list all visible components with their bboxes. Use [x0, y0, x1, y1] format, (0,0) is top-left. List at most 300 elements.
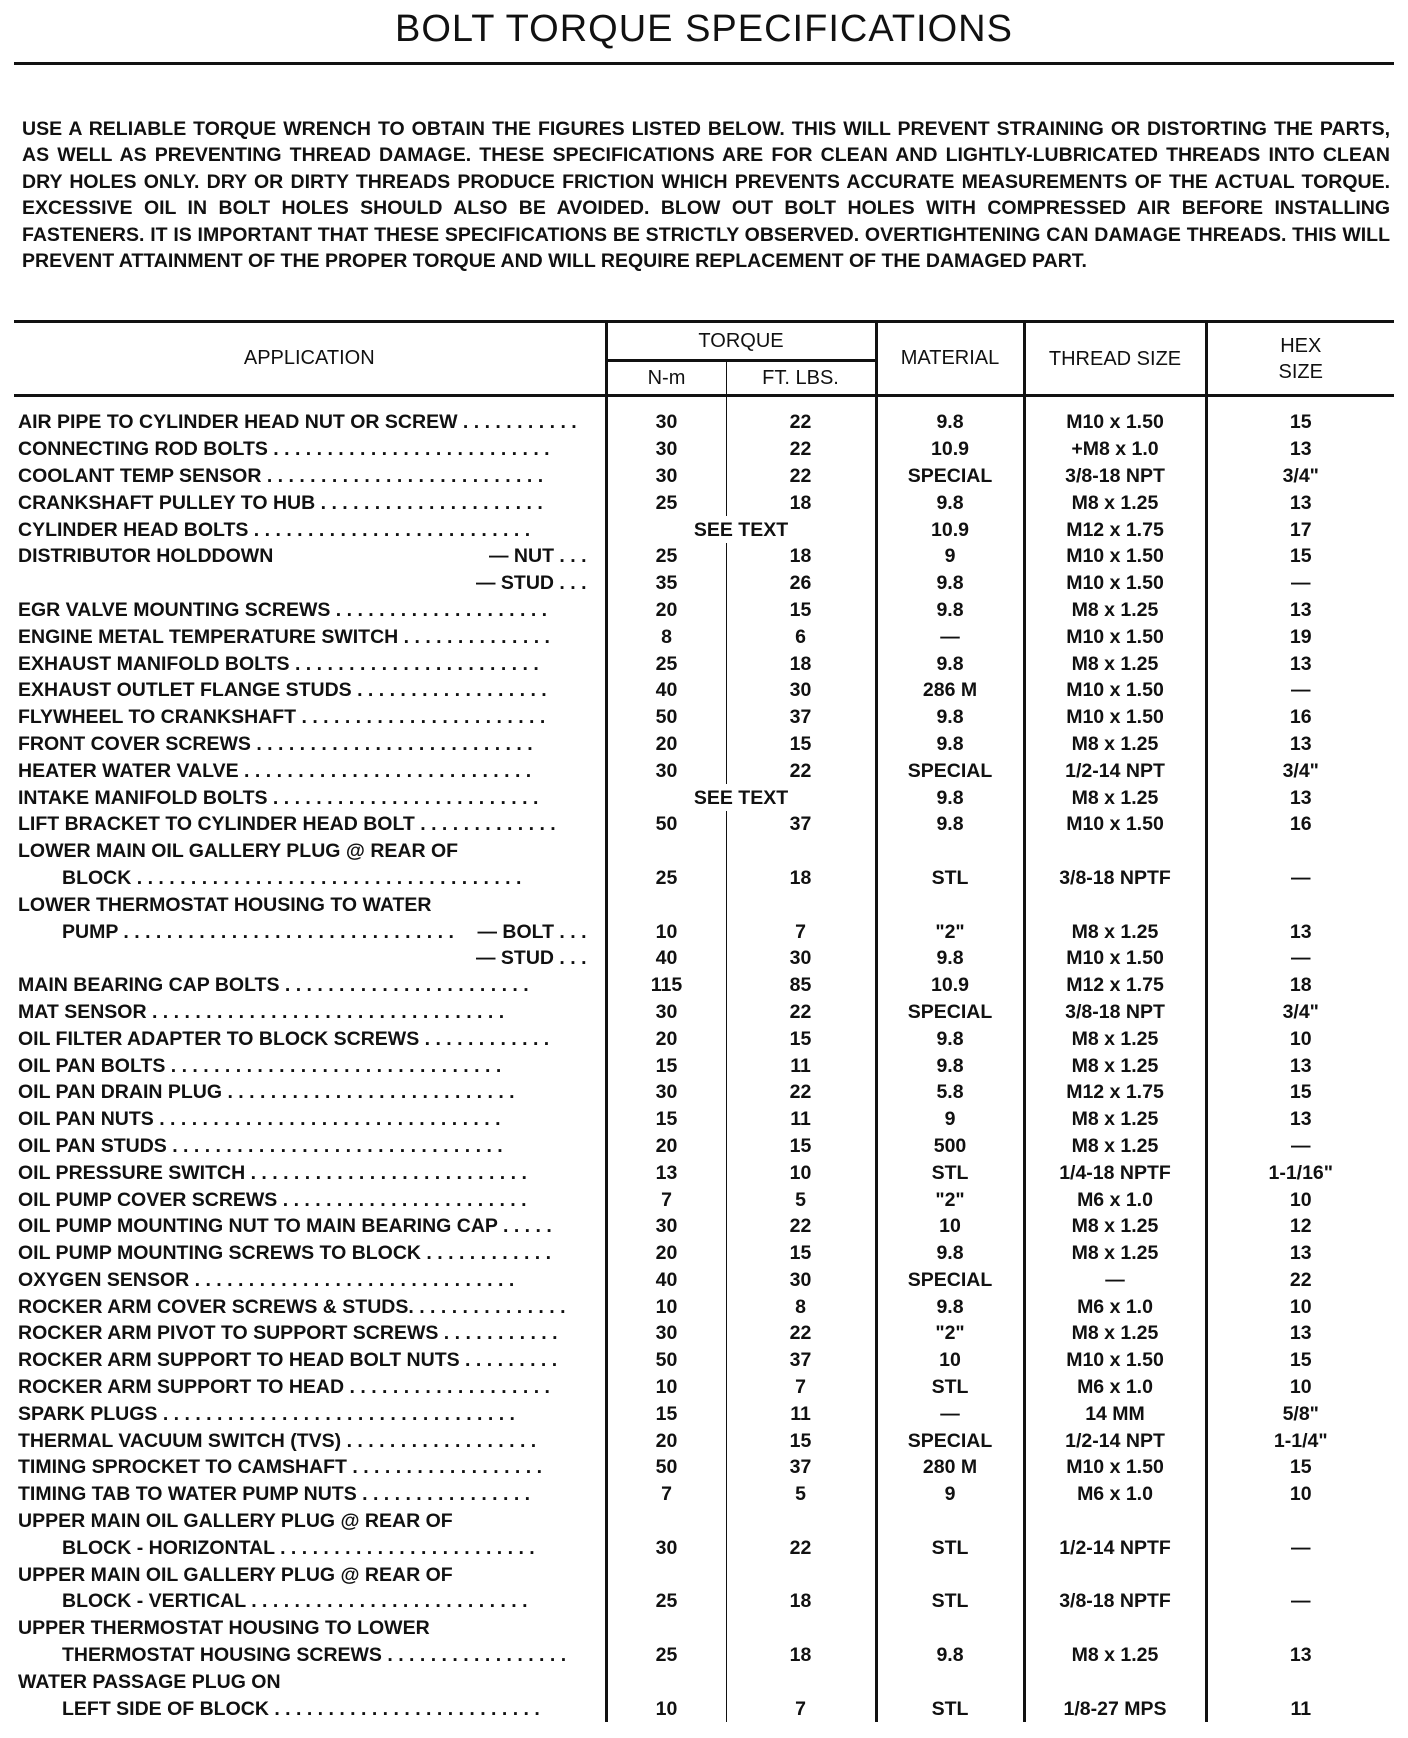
application-label: TIMING TAB TO WATER PUMP NUTS . . . . . . . . . . . . . . . . — [18, 1483, 531, 1506]
application-cell — [14, 1052, 606, 1079]
application-label: BLOCK - HORIZONTAL . . . . . . . . . . . . . . . . . . . . . . . . — [62, 1536, 535, 1559]
hex-size-cell: 3/4" — [1206, 999, 1394, 1026]
table-row — [14, 865, 1394, 892]
table-row — [14, 1079, 1394, 1106]
material-cell: 280 M — [876, 1454, 1024, 1481]
application-cell — [14, 757, 606, 784]
torque-nm-cell: 40 — [606, 677, 726, 704]
torque-ftlbs-cell: 30 — [726, 677, 876, 704]
hex-size-cell: 13 — [1206, 1106, 1394, 1133]
table-row — [14, 945, 1394, 972]
application-cell — [14, 1695, 606, 1722]
table-row — [14, 1534, 1394, 1561]
application-cell — [14, 1642, 606, 1669]
table-row — [14, 1588, 1394, 1615]
torque-nm-cell: 40 — [606, 945, 726, 972]
application-label: MAT SENSOR . . . . . . . . . . . . . . . . . . . . . . . . . . . . . . . . . — [18, 1000, 505, 1023]
application-cell — [14, 838, 606, 865]
thread-size-cell: M10 x 1.50 — [1024, 1454, 1206, 1481]
material-cell — [876, 891, 1024, 918]
application-cell — [14, 597, 606, 624]
hex-size-cell — [1206, 1668, 1394, 1695]
hex-size-cell: 13 — [1206, 1642, 1394, 1669]
torque-nm-cell — [606, 838, 726, 865]
thread-size-cell: M10 x 1.50 — [1024, 1347, 1206, 1374]
application-label: WATER PASSAGE PLUG ON — [18, 1670, 281, 1693]
torque-nm-cell: 15 — [606, 1052, 726, 1079]
torque-nm-cell: 13 — [606, 1159, 726, 1186]
hex-size-cell: — — [1206, 865, 1394, 892]
torque-nm-cell: 50 — [606, 1454, 726, 1481]
thread-size-cell: +M8 x 1.0 — [1024, 436, 1206, 463]
table-row — [14, 918, 1394, 945]
material-cell: 9 — [876, 1106, 1024, 1133]
hex-size-cell: 13 — [1206, 489, 1394, 516]
table-row — [14, 436, 1394, 463]
table-row — [14, 1025, 1394, 1052]
torque-ftlbs-cell: 15 — [726, 597, 876, 624]
torque-ftlbs-cell: 18 — [726, 489, 876, 516]
table-row — [14, 1374, 1394, 1401]
application-label: AIR PIPE TO CYLINDER HEAD NUT OR SCREW . . . . . . . . . . . — [18, 411, 577, 434]
table-row — [14, 489, 1394, 516]
thread-size-cell: M6 x 1.0 — [1024, 1293, 1206, 1320]
table-row — [14, 1695, 1394, 1722]
torque-ftlbs-cell — [726, 891, 876, 918]
hex-size-cell — [1206, 891, 1394, 918]
application-label: BLOCK . . . . . . . . . . . . . . . . . . . . . . . . . . . . . . . . . . . . — [62, 866, 522, 889]
thread-size-cell: M12 x 1.75 — [1024, 516, 1206, 543]
application-label: OIL PUMP MOUNTING NUT TO MAIN BEARING CAP . . . . . — [18, 1215, 552, 1238]
application-label: OIL PAN NUTS . . . . . . . . . . . . . . . . . . . . . . . . . . . . . . . . — [18, 1108, 501, 1131]
torque-nm-cell: 20 — [606, 1133, 726, 1160]
hex-size-cell: 13 — [1206, 650, 1394, 677]
hex-size-cell: 15 — [1206, 1454, 1394, 1481]
application-cell — [14, 436, 606, 463]
application-cell — [14, 1159, 606, 1186]
table-row — [14, 1106, 1394, 1133]
torque-ftlbs-cell — [726, 838, 876, 865]
material-cell: 9.8 — [876, 1293, 1024, 1320]
torque-nm-cell: 40 — [606, 1267, 726, 1294]
material-cell: 9.8 — [876, 489, 1024, 516]
table-row — [14, 891, 1394, 918]
hex-size-cell: 5/8" — [1206, 1400, 1394, 1427]
header-application: APPLICATION — [14, 322, 606, 396]
hex-size-cell: 10 — [1206, 1025, 1394, 1052]
application-cell — [14, 623, 606, 650]
hex-size-cell — [1206, 1615, 1394, 1642]
application-label: CRANKSHAFT PULLEY TO HUB . . . . . . . . . . . . . . . . . . . . . — [18, 491, 543, 514]
hex-size-cell — [1206, 1561, 1394, 1588]
table-row — [14, 1052, 1394, 1079]
application-label: EGR VALVE MOUNTING SCREWS . . . . . . . . . . . . . . . . . . . . — [18, 598, 548, 621]
torque-nm-cell: 115 — [606, 972, 726, 999]
table-row — [14, 516, 1394, 543]
torque-ftlbs-cell: 7 — [726, 918, 876, 945]
torque-ftlbs-cell: 37 — [726, 1454, 876, 1481]
table-row — [14, 1400, 1394, 1427]
table-row — [14, 999, 1394, 1026]
material-cell: STL — [876, 865, 1024, 892]
table-row — [14, 1293, 1394, 1320]
material-cell: 9.8 — [876, 396, 1024, 436]
torque-ftlbs-cell: 22 — [726, 1079, 876, 1106]
page-title: BOLT TORQUE SPECIFICATIONS — [395, 8, 1013, 50]
application-label: ROCKER ARM SUPPORT TO HEAD BOLT NUTS . . . . . . . . . — [18, 1349, 558, 1372]
application-label: DISTRIBUTOR HOLDDOWN — [18, 545, 274, 568]
thread-size-cell: 3/8-18 NPT — [1024, 999, 1206, 1026]
application-label: ROCKER ARM PIVOT TO SUPPORT SCREWS . . . . . . . . . . . — [18, 1322, 558, 1345]
material-cell: — — [876, 1400, 1024, 1427]
thread-size-cell — [1024, 1508, 1206, 1535]
material-cell: STL — [876, 1374, 1024, 1401]
torque-nm-cell: 30 — [606, 1079, 726, 1106]
application-sublabel: — STUD . . . — [475, 947, 587, 970]
torque-nm-cell: 25 — [606, 650, 726, 677]
application-label: UPPER MAIN OIL GALLERY PLUG @ REAR OF — [18, 1563, 453, 1586]
thread-size-cell: M8 x 1.25 — [1024, 1240, 1206, 1267]
application-cell — [14, 1267, 606, 1294]
table-body — [14, 396, 1394, 1723]
torque-ftlbs-cell: 11 — [726, 1400, 876, 1427]
material-cell: 5.8 — [876, 1079, 1024, 1106]
hex-size-cell: — — [1206, 570, 1394, 597]
torque-nm-cell: 25 — [606, 865, 726, 892]
thread-size-cell: 1/2-14 NPTF — [1024, 1534, 1206, 1561]
material-cell: 500 — [876, 1133, 1024, 1160]
application-cell — [14, 463, 606, 490]
torque-nm-cell: 50 — [606, 704, 726, 731]
torque-nm-cell: 25 — [606, 1642, 726, 1669]
table-row — [14, 972, 1394, 999]
table-row — [14, 1267, 1394, 1294]
application-cell — [14, 1534, 606, 1561]
thread-size-cell: M8 x 1.25 — [1024, 1213, 1206, 1240]
application-label: OIL PUMP MOUNTING SCREWS TO BLOCK . . . . . . . . . . . . — [18, 1242, 552, 1265]
application-label: UPPER THERMOSTAT HOUSING TO LOWER — [18, 1617, 430, 1640]
torque-ftlbs-cell: 26 — [726, 570, 876, 597]
material-cell: 9.8 — [876, 650, 1024, 677]
torque-ftlbs-cell: 18 — [726, 1588, 876, 1615]
torque-ftlbs-cell: 22 — [726, 757, 876, 784]
application-cell — [14, 1400, 606, 1427]
material-cell: "2" — [876, 918, 1024, 945]
table-row — [14, 1615, 1394, 1642]
application-cell — [14, 972, 606, 999]
application-label: THERMAL VACUUM SWITCH (TVS) . . . . . . . . . . . . . . . . . . — [18, 1429, 537, 1452]
table-row — [14, 597, 1394, 624]
material-cell: STL — [876, 1588, 1024, 1615]
torque-ftlbs-cell: 22 — [726, 1213, 876, 1240]
torque-ftlbs-cell: 15 — [726, 731, 876, 758]
thread-size-cell: M8 x 1.25 — [1024, 650, 1206, 677]
table-row — [14, 1133, 1394, 1160]
torque-nm-cell: 50 — [606, 811, 726, 838]
table-row — [14, 570, 1394, 597]
material-cell: SPECIAL — [876, 999, 1024, 1026]
table-row — [14, 1240, 1394, 1267]
hex-size-cell: 13 — [1206, 597, 1394, 624]
application-cell — [14, 1668, 606, 1695]
application-label: OIL PAN DRAIN PLUG . . . . . . . . . . . . . . . . . . . . . . . . . . . — [18, 1081, 515, 1104]
material-cell: 9 — [876, 1481, 1024, 1508]
hex-size-cell: 19 — [1206, 623, 1394, 650]
application-cell — [14, 677, 606, 704]
application-cell — [14, 731, 606, 758]
thread-size-cell: M8 x 1.25 — [1024, 1025, 1206, 1052]
thread-size-cell: M8 x 1.25 — [1024, 731, 1206, 758]
hex-size-cell: 10 — [1206, 1293, 1394, 1320]
hex-size-cell — [1206, 1508, 1394, 1535]
hex-size-cell: 13 — [1206, 784, 1394, 811]
torque-ftlbs-cell: 30 — [726, 1267, 876, 1294]
table-row — [14, 1668, 1394, 1695]
torque-nm-cell — [606, 1668, 726, 1695]
material-cell: SPECIAL — [876, 463, 1024, 490]
application-label: OIL PUMP COVER SCREWS . . . . . . . . . . . . . . . . . . . . . . . — [18, 1188, 527, 1211]
material-cell: SPECIAL — [876, 757, 1024, 784]
torque-ftlbs-cell: 18 — [726, 865, 876, 892]
torque-nm-cell: 15 — [606, 1106, 726, 1133]
thread-size-cell: M8 x 1.25 — [1024, 489, 1206, 516]
application-label: CONNECTING ROD BOLTS . . . . . . . . . . . . . . . . . . . . . . . . . . — [18, 438, 550, 461]
table-row — [14, 1320, 1394, 1347]
torque-nm-cell: 30 — [606, 396, 726, 436]
application-cell — [14, 1561, 606, 1588]
table-row — [14, 838, 1394, 865]
table-row — [14, 784, 1394, 811]
application-label: LOWER THERMOSTAT HOUSING TO WATER — [18, 893, 432, 916]
torque-ftlbs-cell: 18 — [726, 650, 876, 677]
torque-nm-cell: 30 — [606, 999, 726, 1026]
hex-size-cell: 12 — [1206, 1213, 1394, 1240]
application-cell — [14, 784, 606, 811]
thread-size-cell: M12 x 1.75 — [1024, 972, 1206, 999]
table-row — [14, 677, 1394, 704]
material-cell: 9.8 — [876, 784, 1024, 811]
torque-ftlbs-cell: 11 — [726, 1052, 876, 1079]
torque-ftlbs-cell: 11 — [726, 1106, 876, 1133]
thread-size-cell: M8 x 1.25 — [1024, 1642, 1206, 1669]
torque-ftlbs-cell: 7 — [726, 1374, 876, 1401]
application-cell — [14, 1615, 606, 1642]
application-label: PUMP . . . . . . . . . . . . . . . . . . . . . . . . . . . . . . . — [62, 920, 454, 943]
title-divider — [14, 62, 1394, 65]
thread-size-cell — [1024, 1561, 1206, 1588]
torque-nm-cell — [606, 891, 726, 918]
thread-size-cell: M10 x 1.50 — [1024, 945, 1206, 972]
hex-size-cell: 13 — [1206, 1240, 1394, 1267]
table-row — [14, 757, 1394, 784]
application-sublabel: — BOLT . . . — [477, 920, 587, 943]
application-cell — [14, 1320, 606, 1347]
thread-size-cell: — — [1024, 1267, 1206, 1294]
torque-nm-cell: 20 — [606, 1025, 726, 1052]
header-thread-size: THREAD SIZE — [1024, 322, 1206, 396]
hex-size-cell: 13 — [1206, 1320, 1394, 1347]
application-cell — [14, 396, 606, 436]
material-cell: STL — [876, 1695, 1024, 1722]
application-cell — [14, 865, 606, 892]
hex-size-cell: 10 — [1206, 1186, 1394, 1213]
material-cell: "2" — [876, 1320, 1024, 1347]
table-row — [14, 1561, 1394, 1588]
table-row — [14, 811, 1394, 838]
thread-size-cell: M6 x 1.0 — [1024, 1186, 1206, 1213]
material-cell: 9.8 — [876, 570, 1024, 597]
thread-size-cell: 3/8-18 NPT — [1024, 463, 1206, 490]
torque-nm-cell: 30 — [606, 1213, 726, 1240]
torque-ftlbs-cell: 22 — [726, 396, 876, 436]
application-label: OIL FILTER ADAPTER TO BLOCK SCREWS . . . . . . . . . . . . — [18, 1027, 550, 1050]
material-cell — [876, 838, 1024, 865]
application-cell — [14, 1079, 606, 1106]
torque-nm-cell — [606, 1561, 726, 1588]
table-row — [14, 463, 1394, 490]
application-label: OIL PAN STUDS . . . . . . . . . . . . . . . . . . . . . . . . . . . . . . . — [18, 1134, 503, 1157]
thread-size-cell — [1024, 1615, 1206, 1642]
application-cell — [14, 811, 606, 838]
torque-ftlbs-cell: 22 — [726, 1534, 876, 1561]
torque-nm-cell: 7 — [606, 1481, 726, 1508]
application-label: OXYGEN SENSOR . . . . . . . . . . . . . . . . . . . . . . . . . . . . . . — [18, 1268, 515, 1291]
torque-ftlbs-cell: 18 — [726, 1642, 876, 1669]
torque-nm-cell: 30 — [606, 757, 726, 784]
material-cell: 9.8 — [876, 945, 1024, 972]
material-cell — [876, 1561, 1024, 1588]
application-label: EXHAUST OUTLET FLANGE STUDS . . . . . . . . . . . . . . . . . . — [18, 679, 547, 702]
application-cell — [14, 1106, 606, 1133]
application-label: OIL PRESSURE SWITCH . . . . . . . . . . . . . . . . . . . . . . . . . . — [18, 1161, 527, 1184]
torque-nm-cell — [606, 1615, 726, 1642]
torque-nm-cell: 30 — [606, 1534, 726, 1561]
header-torque: TORQUE — [606, 322, 876, 361]
thread-size-cell: M10 x 1.50 — [1024, 570, 1206, 597]
table-row — [14, 1186, 1394, 1213]
torque-ftlbs-cell: 15 — [726, 1133, 876, 1160]
application-cell — [14, 918, 606, 945]
application-label: COOLANT TEMP SENSOR . . . . . . . . . . . . . . . . . . . . . . . . . . — [18, 464, 544, 487]
material-cell: STL — [876, 1159, 1024, 1186]
material-cell: 10.9 — [876, 972, 1024, 999]
table-row — [14, 1159, 1394, 1186]
torque-ftlbs-cell: 18 — [726, 543, 876, 570]
torque-nm-cell: 10 — [606, 918, 726, 945]
material-cell: 9.8 — [876, 811, 1024, 838]
material-cell: 9 — [876, 543, 1024, 570]
table-row — [14, 396, 1394, 436]
hex-size-cell: 15 — [1206, 396, 1394, 436]
application-cell — [14, 1588, 606, 1615]
table-row — [14, 1213, 1394, 1240]
torque-ftlbs-cell: 6 — [726, 623, 876, 650]
header-nm: N-m — [606, 361, 726, 396]
hex-size-cell: — — [1206, 1588, 1394, 1615]
material-cell: 10.9 — [876, 516, 1024, 543]
table-row — [14, 650, 1394, 677]
torque-ftlbs-cell — [726, 1615, 876, 1642]
hex-size-cell: 13 — [1206, 436, 1394, 463]
thread-size-cell: 14 MM — [1024, 1400, 1206, 1427]
header-material: MATERIAL — [876, 322, 1024, 396]
material-cell: 9.8 — [876, 1642, 1024, 1669]
torque-nm-cell: 35 — [606, 570, 726, 597]
hex-size-cell: 3/4" — [1206, 757, 1394, 784]
torque-nm-cell: 20 — [606, 1427, 726, 1454]
thread-size-cell: M8 x 1.25 — [1024, 1133, 1206, 1160]
hex-size-cell: 16 — [1206, 811, 1394, 838]
application-sublabel: — NUT . . . — [489, 545, 587, 568]
thread-size-cell: M8 x 1.25 — [1024, 784, 1206, 811]
application-label: EXHAUST MANIFOLD BOLTS . . . . . . . . . . . . . . . . . . . . . . . — [18, 652, 539, 675]
hex-size-cell: — — [1206, 945, 1394, 972]
table-row — [14, 1642, 1394, 1669]
hex-size-cell: 15 — [1206, 1079, 1394, 1106]
torque-nm-cell: 50 — [606, 1347, 726, 1374]
thread-size-cell: M6 x 1.0 — [1024, 1481, 1206, 1508]
application-cell — [14, 1508, 606, 1535]
table-row — [14, 1508, 1394, 1535]
torque-ftlbs-cell: 5 — [726, 1186, 876, 1213]
application-cell — [14, 1186, 606, 1213]
thread-size-cell: M10 x 1.50 — [1024, 396, 1206, 436]
thread-size-cell: M10 x 1.50 — [1024, 811, 1206, 838]
torque-ftlbs-cell: 30 — [726, 945, 876, 972]
torque-nm-cell — [606, 1508, 726, 1535]
torque-ftlbs-cell: 7 — [726, 1695, 876, 1722]
material-cell: — — [876, 623, 1024, 650]
application-sublabel: — STUD . . . — [475, 572, 587, 595]
thread-size-cell: M10 x 1.50 — [1024, 623, 1206, 650]
application-label: HEATER WATER VALVE . . . . . . . . . . . . . . . . . . . . . . . . . . . — [18, 759, 532, 782]
hex-size-cell: 13 — [1206, 918, 1394, 945]
torque-ftlbs-cell: 15 — [726, 1240, 876, 1267]
thread-size-cell — [1024, 1668, 1206, 1695]
table-row — [14, 1427, 1394, 1454]
torque-ftlbs-cell: 8 — [726, 1293, 876, 1320]
torque-ftlbs-cell — [726, 1561, 876, 1588]
hex-size-cell: 10 — [1206, 1481, 1394, 1508]
torque-see-text-cell: SEE TEXT — [606, 516, 876, 543]
table-row — [14, 1481, 1394, 1508]
material-cell: SPECIAL — [876, 1267, 1024, 1294]
thread-size-cell: M10 x 1.50 — [1024, 543, 1206, 570]
application-cell — [14, 1213, 606, 1240]
application-label: BLOCK - VERTICAL . . . . . . . . . . . . . . . . . . . . . . . . . . — [62, 1590, 528, 1613]
header-hex-size: HEX SIZE — [1206, 322, 1394, 396]
torque-table — [14, 320, 1394, 1722]
material-cell: 10 — [876, 1213, 1024, 1240]
hex-size-cell: 1-1/4" — [1206, 1427, 1394, 1454]
hex-size-cell: 22 — [1206, 1267, 1394, 1294]
thread-size-cell: 3/8-18 NPTF — [1024, 1588, 1206, 1615]
hex-size-cell: 13 — [1206, 731, 1394, 758]
torque-nm-cell: 30 — [606, 436, 726, 463]
torque-ftlbs-cell — [726, 1668, 876, 1695]
application-cell — [14, 516, 606, 543]
hex-size-cell: — — [1206, 1133, 1394, 1160]
torque-ftlbs-cell: 5 — [726, 1481, 876, 1508]
table-row — [14, 1454, 1394, 1481]
hex-size-cell: 18 — [1206, 972, 1394, 999]
thread-size-cell: M8 x 1.25 — [1024, 597, 1206, 624]
material-cell: 9.8 — [876, 704, 1024, 731]
table-row — [14, 543, 1394, 570]
application-cell — [14, 1481, 606, 1508]
application-cell — [14, 650, 606, 677]
material-cell: 9.8 — [876, 731, 1024, 758]
